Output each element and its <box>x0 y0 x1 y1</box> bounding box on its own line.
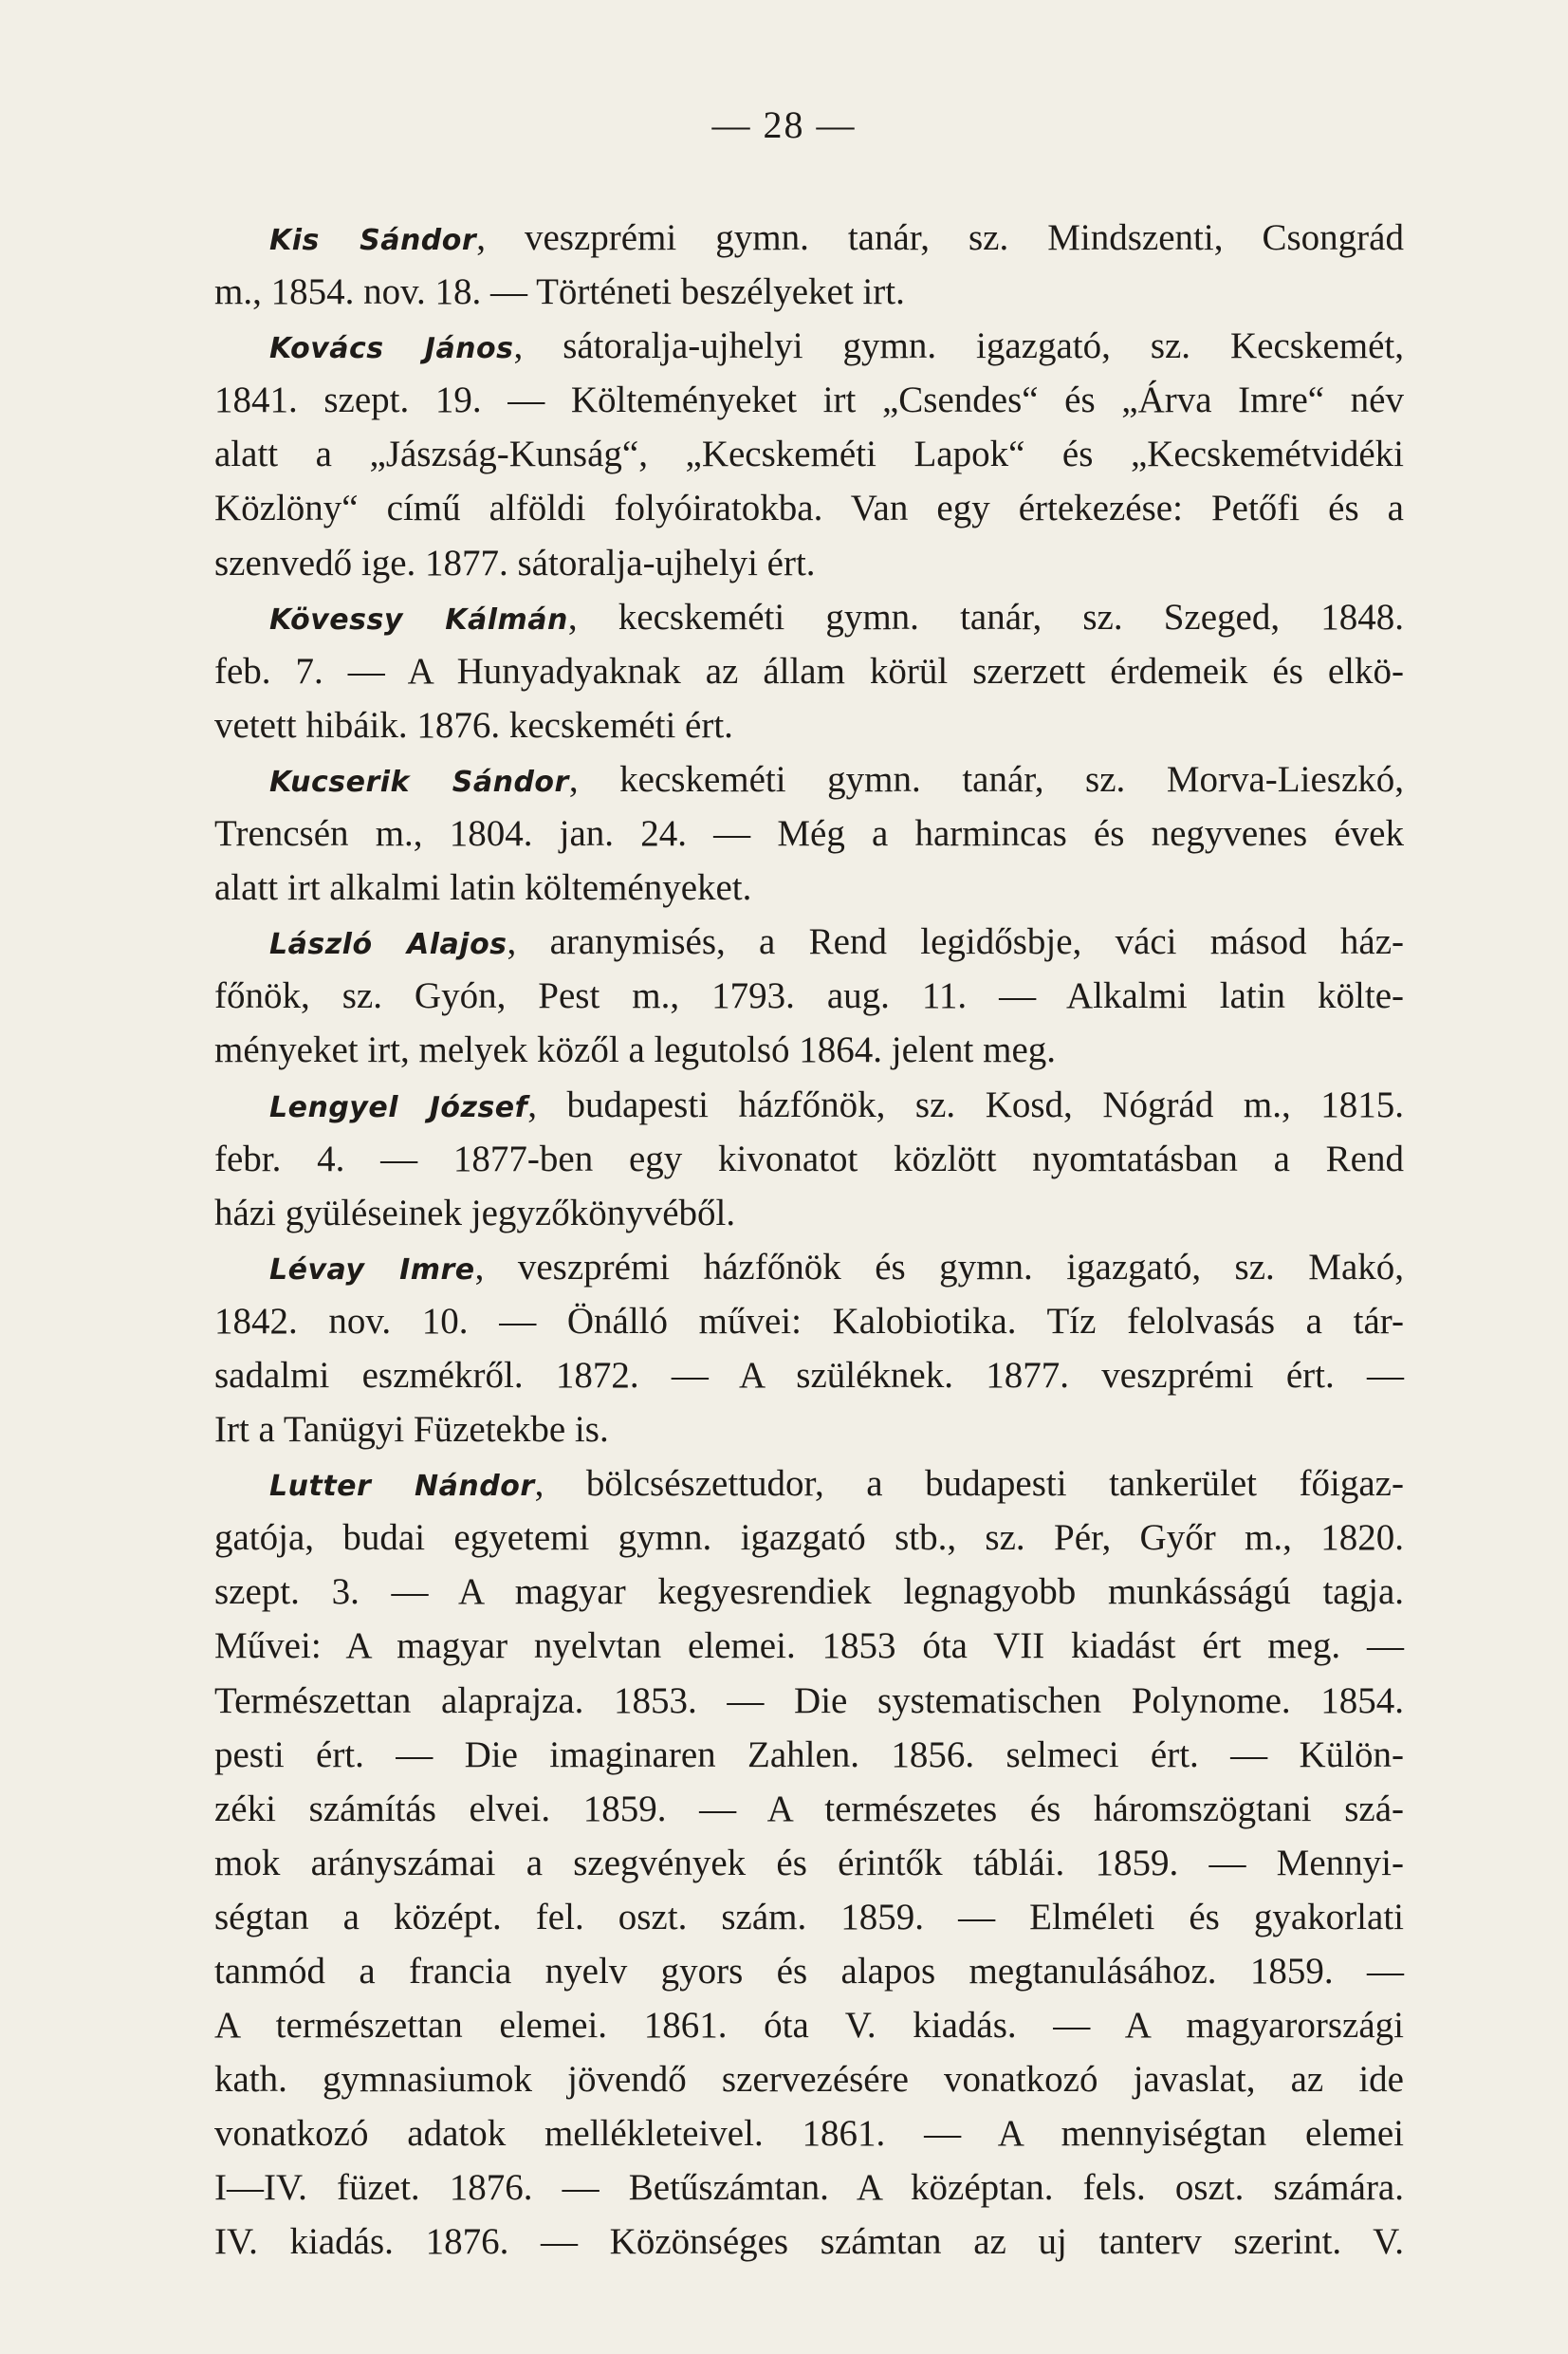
person-name: Lutter Nándor <box>269 1470 535 1504</box>
entry-text: 1842. nov. 10. — Önálló művei: Kalobiotika. Tíz felolvasás a tár- <box>214 1300 1404 1342</box>
entry-line <box>214 1023 1404 1077</box>
entry-line <box>214 644 1404 698</box>
person-name: Kis Sándor <box>269 224 477 257</box>
entry-line <box>214 861 1404 915</box>
entry-line <box>214 1890 1404 1944</box>
entry-text: 1841. szept. 19. — Költeményeket irt „Csendes“ és „Árva Imre“ név <box>214 380 1404 421</box>
entry-text: Természettan alaprajza. 1853. — Die systematischen Polynome. 1854. <box>214 1679 1404 1721</box>
entry-text: alatt irt alkalmi latin költeményeket. <box>214 867 752 909</box>
entry-text: kath. gymnasiumok jövendő szervezésére vonatkozó javaslat, az ide <box>214 2059 1404 2101</box>
entry-text: Művei: A magyar nyelvtan elemei. 1853 óta VII kiadást ért meg. — <box>214 1625 1404 1667</box>
entry-line <box>214 2052 1404 2106</box>
person-name: László Alajos <box>269 928 507 962</box>
entry-line <box>214 265 1404 319</box>
biography-entry <box>214 211 1404 319</box>
entry-line <box>214 2160 1404 2215</box>
entry-text: ményeket irt, melyek közől a legutolsó 1864. jelent meg. <box>214 1029 1057 1071</box>
entry-first-line <box>214 211 1404 265</box>
entry-text: főnök, sz. Gyón, Pest m., 1793. aug. 11. — Alkalmi latin költe- <box>214 975 1404 1017</box>
entry-text: vonatkozó adatok mellékleteivel. 1861. — A mennyiségtan elemei <box>214 2113 1404 2155</box>
biography-entry <box>214 319 1404 589</box>
entry-line <box>214 373 1404 427</box>
entry-line <box>214 969 1404 1023</box>
entry-line <box>214 1728 1404 1782</box>
entry-line <box>214 2106 1404 2160</box>
entry-line <box>214 698 1404 752</box>
entry-text: tanmód a francia nyelv gyors és alapos megtanulásához. 1859. — <box>214 1951 1404 1992</box>
entry-first-line <box>214 1240 1404 1294</box>
entry-line <box>214 1619 1404 1673</box>
entry-text: szenvedő ige. 1877. sátoralja-ujhelyi ért. <box>214 542 816 584</box>
entry-text: zéki számítás elvei. 1859. — A természetes és háromszögtani szá- <box>214 1788 1404 1829</box>
entry-line <box>214 1186 1404 1240</box>
entry-text: m., 1854. nov. 18. — Történeti beszélyeket irt. <box>214 271 905 313</box>
entry-text: Trencsén m., 1804. jan. 24. — Még a harmincas és negyvenes évek <box>214 813 1404 855</box>
person-name: Lengyel József <box>269 1090 528 1124</box>
entry-text: , budapesti házfőnök, sz. Kosd, Nógrád m., 1815. <box>527 1084 1404 1125</box>
entry-text: gatója, budai egyetemi gymn. igazgató stb., sz. Pér, Győr m., 1820. <box>214 1517 1404 1559</box>
entry-line <box>214 1402 1404 1456</box>
entry-first-line <box>214 1456 1404 1511</box>
person-name: Kucserik Sándor <box>269 765 569 799</box>
entry-text: , bölcsészettudor, a budapesti tankerület főigaz- <box>534 1463 1404 1505</box>
entry-text: , aranymisés, a Rend legidősbje, váci másod ház- <box>507 921 1405 963</box>
entry-text: szept. 3. — A magyar kegyesrendiek legnagyobb munkásságú tagja. <box>214 1571 1404 1613</box>
person-name: Lévay Imre <box>269 1252 475 1287</box>
entry-text: mok arányszámai a szegvények és érintők táblái. 1859. — Mennyi- <box>214 1842 1404 1883</box>
entry-text: sadalmi eszmékről. 1872. — A szüléknek. 1877. veszprémi ért. — <box>214 1354 1404 1396</box>
person-name: Kövessy Kálmán <box>269 602 568 637</box>
entry-line <box>214 1565 1404 1619</box>
entry-first-line <box>214 590 1404 644</box>
entry-text: , sátoralja-ujhelyi gymn. igazgató, sz. Kecskemét, <box>513 325 1404 367</box>
entry-line <box>214 1782 1404 1836</box>
entry-text: Irt a Tanügyi Füzetekbe is. <box>214 1409 609 1451</box>
entry-text: A természettan elemei. 1861. óta V. kiadás. — A magyarországi <box>214 2005 1404 2047</box>
biography-entry <box>214 1456 1404 2269</box>
entry-text: I—IV. füzet. 1876. — Betűszámtan. A középtan. fels. oszt. számára. <box>214 2167 1404 2209</box>
entry-first-line <box>214 1078 1404 1132</box>
entry-text: , veszprémi gymn. tanár, sz. Mindszenti, Csongrád <box>476 217 1404 258</box>
entry-text: pesti ért. — Die imaginaren Zahlen. 1856. selmeci ért. — Külön- <box>214 1733 1404 1775</box>
biography-list <box>214 211 1404 2270</box>
biography-entry <box>214 1240 1404 1456</box>
entry-text: Közlöny“ című alföldi folyóiratokba. Van egy értekezése: Petőfi és a <box>214 488 1404 529</box>
entry-line <box>214 1294 1404 1348</box>
entry-line <box>214 536 1404 590</box>
entry-line <box>214 481 1404 535</box>
entry-line <box>214 1836 1404 1890</box>
entry-text: febr. 4. — 1877-ben egy kivonatot közlött nyomtatásban a Rend <box>214 1138 1404 1179</box>
entry-text: , veszprémi házfőnök és gymn. igazgató, sz. Makó, <box>474 1246 1404 1288</box>
entry-first-line <box>214 915 1404 969</box>
entry-text: , kecskeméti gymn. tanár, sz. Morva-Lieszkó, <box>568 758 1405 800</box>
entry-line <box>214 427 1404 481</box>
entry-first-line <box>214 319 1404 373</box>
entry-first-line <box>214 752 1404 806</box>
entry-text: feb. 7. — A Hunyadyaknak az állam körül szerzett érdemeik és elkö- <box>214 650 1404 692</box>
biography-entry <box>214 1078 1404 1240</box>
entry-line <box>214 2215 1404 2269</box>
entry-line <box>214 1998 1404 2052</box>
biography-entry <box>214 752 1404 915</box>
entry-text: IV. kiadás. 1876. — Közönséges számtan az uj tanterv szerint. V. <box>214 2221 1404 2263</box>
entry-line <box>214 1511 1404 1565</box>
entry-line <box>214 1348 1404 1402</box>
page-number: — 28 — <box>711 103 857 146</box>
entry-text: vetett hibáik. 1876. kecskeméti ért. <box>214 704 733 746</box>
entry-line <box>214 1944 1404 1998</box>
biography-entry <box>214 590 1404 752</box>
entry-line <box>214 1674 1404 1728</box>
entry-line <box>214 1132 1404 1186</box>
entry-line <box>214 806 1404 861</box>
entry-text: házi gyüléseinek jegyzőkönyvéből. <box>214 1192 736 1233</box>
biography-entry <box>214 915 1404 1077</box>
person-name: Kovács János <box>269 332 514 366</box>
entry-text: , kecskeméti gymn. tanár, sz. Szeged, 1848. <box>567 596 1405 638</box>
entry-text: alatt a „Jászság-Kunság“, „Kecskeméti Lapok“ és „Kecskemétvidéki <box>214 434 1404 475</box>
entry-text: ségtan a középt. fel. oszt. szám. 1859. — Elméleti és gyakorlati <box>214 1896 1404 1937</box>
